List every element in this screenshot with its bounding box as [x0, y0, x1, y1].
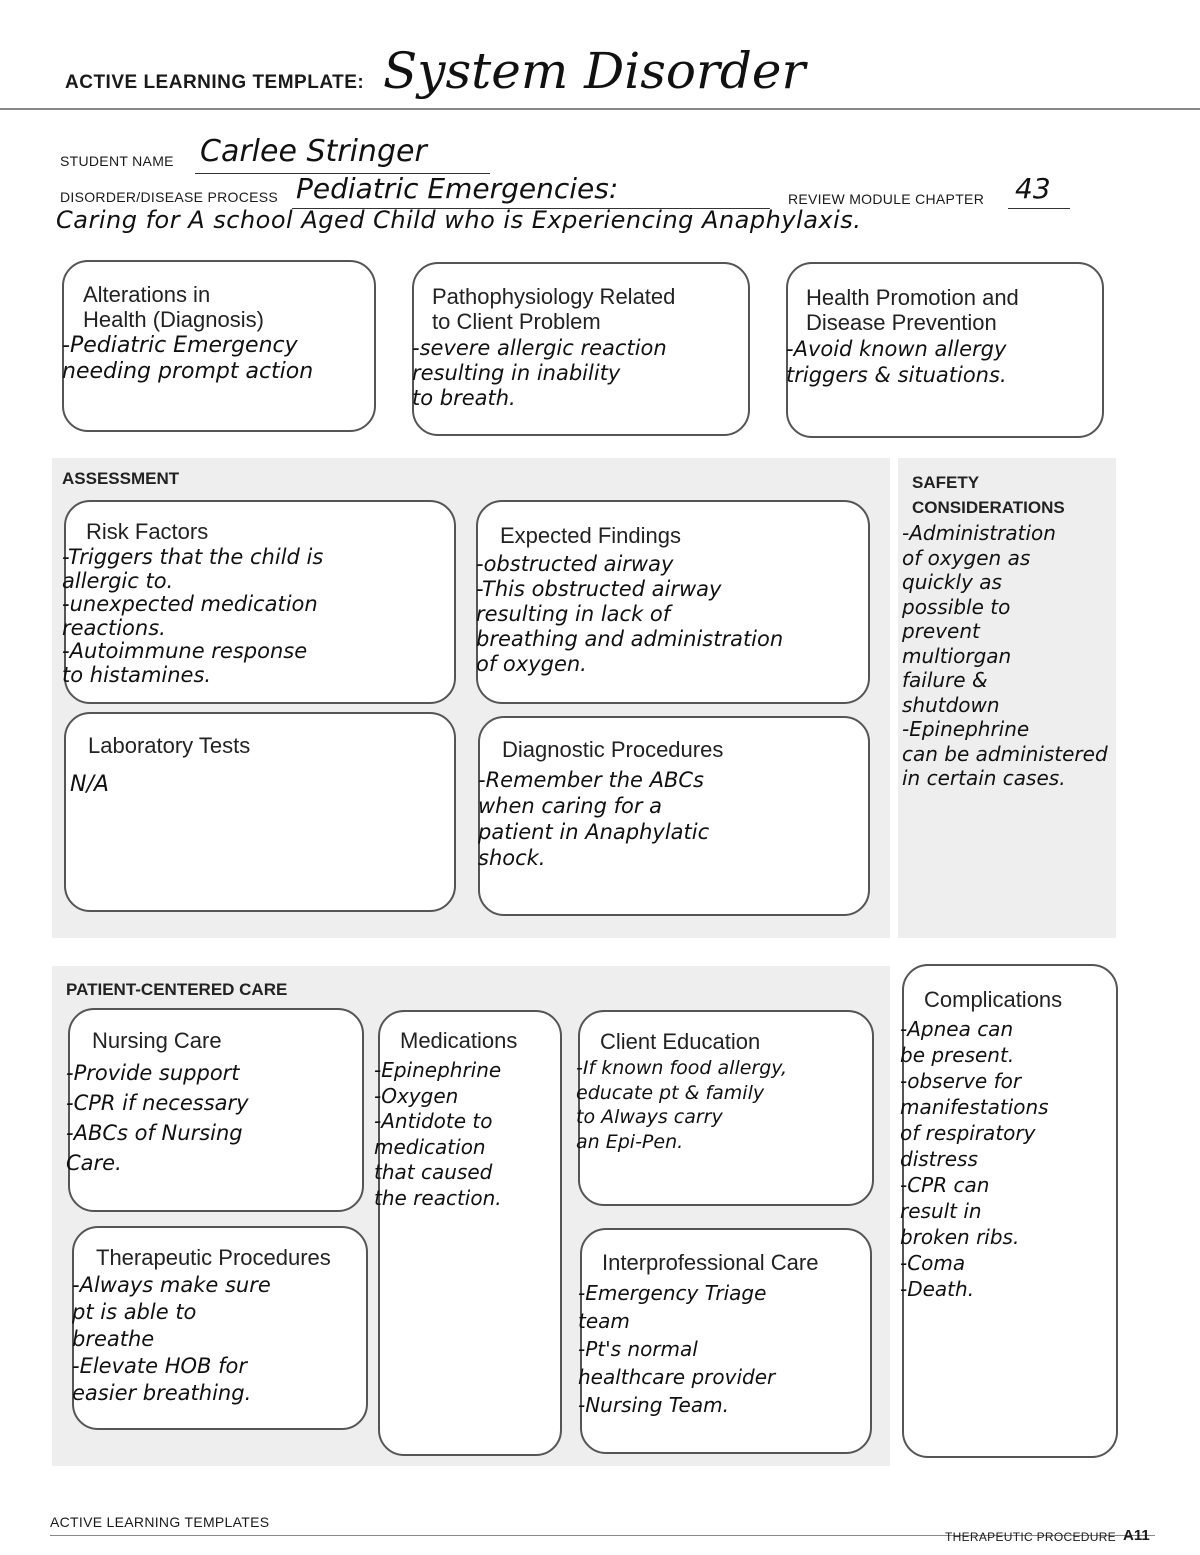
safety-text[interactable]: -Administration of oxygen as quickly as possible to prevent multiorgan failure & shutdown -Epinephrine can be administered in certain cases. [902, 521, 1108, 790]
disorder-continued[interactable]: Caring for A school Aged Child who is Experiencing Anaphylaxis. [56, 206, 862, 234]
client-education-label: Client Education [600, 1029, 761, 1054]
footer-page-number: A11 [1123, 1527, 1150, 1544]
client-education-text[interactable]: -If known food allergy, educate pt & family to Always carry an Epi-Pen. [576, 1057, 788, 1153]
medications-text[interactable]: -Epinephrine -Oxygen -Antidote to medication that caused the reaction. [374, 1058, 502, 1210]
laboratory-tests-text[interactable]: N/A [70, 772, 109, 797]
assessment-heading: ASSESSMENT [62, 469, 180, 488]
student-name-label: STUDENT NAME [60, 153, 174, 169]
disorder-value[interactable]: Pediatric Emergencies: [296, 172, 619, 205]
alterations-text[interactable]: -Pediatric Emergency needing prompt action [62, 333, 314, 384]
nursing-care-label: Nursing Care [92, 1028, 222, 1053]
health-promotion-text[interactable]: -Avoid known allergy triggers & situations. [786, 337, 1007, 387]
diagnostic-procedures-label: Diagnostic Procedures [502, 737, 724, 762]
alterations-label: Alterations in Health (Diagnosis) [83, 282, 264, 332]
complications-label: Complications [924, 987, 1063, 1012]
title-rule [0, 108, 1200, 110]
nursing-care-text[interactable]: -Provide support -CPR if necessary -ABCs of Nursing Care. [66, 1061, 249, 1175]
footer-left: ACTIVE LEARNING TEMPLATES [50, 1514, 270, 1530]
template-label: ACTIVE LEARNING TEMPLATE: [65, 72, 365, 93]
therapeutic-procedures-label: Therapeutic Procedures [96, 1245, 331, 1270]
safety-heading: SAFETY CONSIDERATIONS [912, 473, 1065, 517]
medications-label: Medications [400, 1028, 518, 1053]
risk-factors-text[interactable]: -Triggers that the child is allergic to. -unexpected medication reactions. -Autoimmune response to histamines. [62, 545, 324, 687]
student-name-value[interactable]: Carlee Stringer [200, 134, 427, 169]
pathophysiology-text[interactable]: -severe allergic reaction resulting in inability to breath. [412, 336, 667, 410]
diagnostic-procedures-text[interactable]: -Remember the ABCs when caring for a patient in Anaphylatic shock. [478, 768, 710, 870]
complications-text[interactable]: -Apnea can be present. -observe for manifestations of respiratory distress -CPR can result in broken ribs. -Coma -Death. [900, 1017, 1049, 1301]
expected-findings-text[interactable]: -obstructed airway -This obstructed airway resulting in lack of breathing and administration of oxygen. [476, 552, 784, 676]
risk-factors-label: Risk Factors [86, 519, 209, 544]
chapter-line [1008, 208, 1070, 209]
template-title: System Disorder [383, 42, 806, 100]
pathophysiology-label: Pathophysiology Related to Client Problem [432, 284, 676, 334]
health-promotion-label: Health Promotion and Disease Prevention [806, 285, 1019, 335]
chapter-label: REVIEW MODULE CHAPTER [788, 191, 985, 207]
disorder-label: DISORDER/DISEASE PROCESS [60, 189, 279, 205]
expected-findings-label: Expected Findings [500, 523, 681, 548]
laboratory-tests-label: Laboratory Tests [88, 733, 251, 758]
interprofessional-care-label: Interprofessional Care [602, 1250, 819, 1275]
chapter-value[interactable]: 43 [1015, 172, 1051, 205]
interprofessional-care-text[interactable]: -Emergency Triage team -Pt's normal healthcare provider -Nursing Team. [578, 1281, 776, 1417]
therapeutic-procedures-text[interactable]: -Always make sure pt is able to breathe -Elevate HOB for easier breathing. [72, 1273, 271, 1405]
footer-right-label: THERAPEUTIC PROCEDURE [945, 1530, 1116, 1544]
patient-care-heading: PATIENT-CENTERED CARE [66, 980, 288, 999]
